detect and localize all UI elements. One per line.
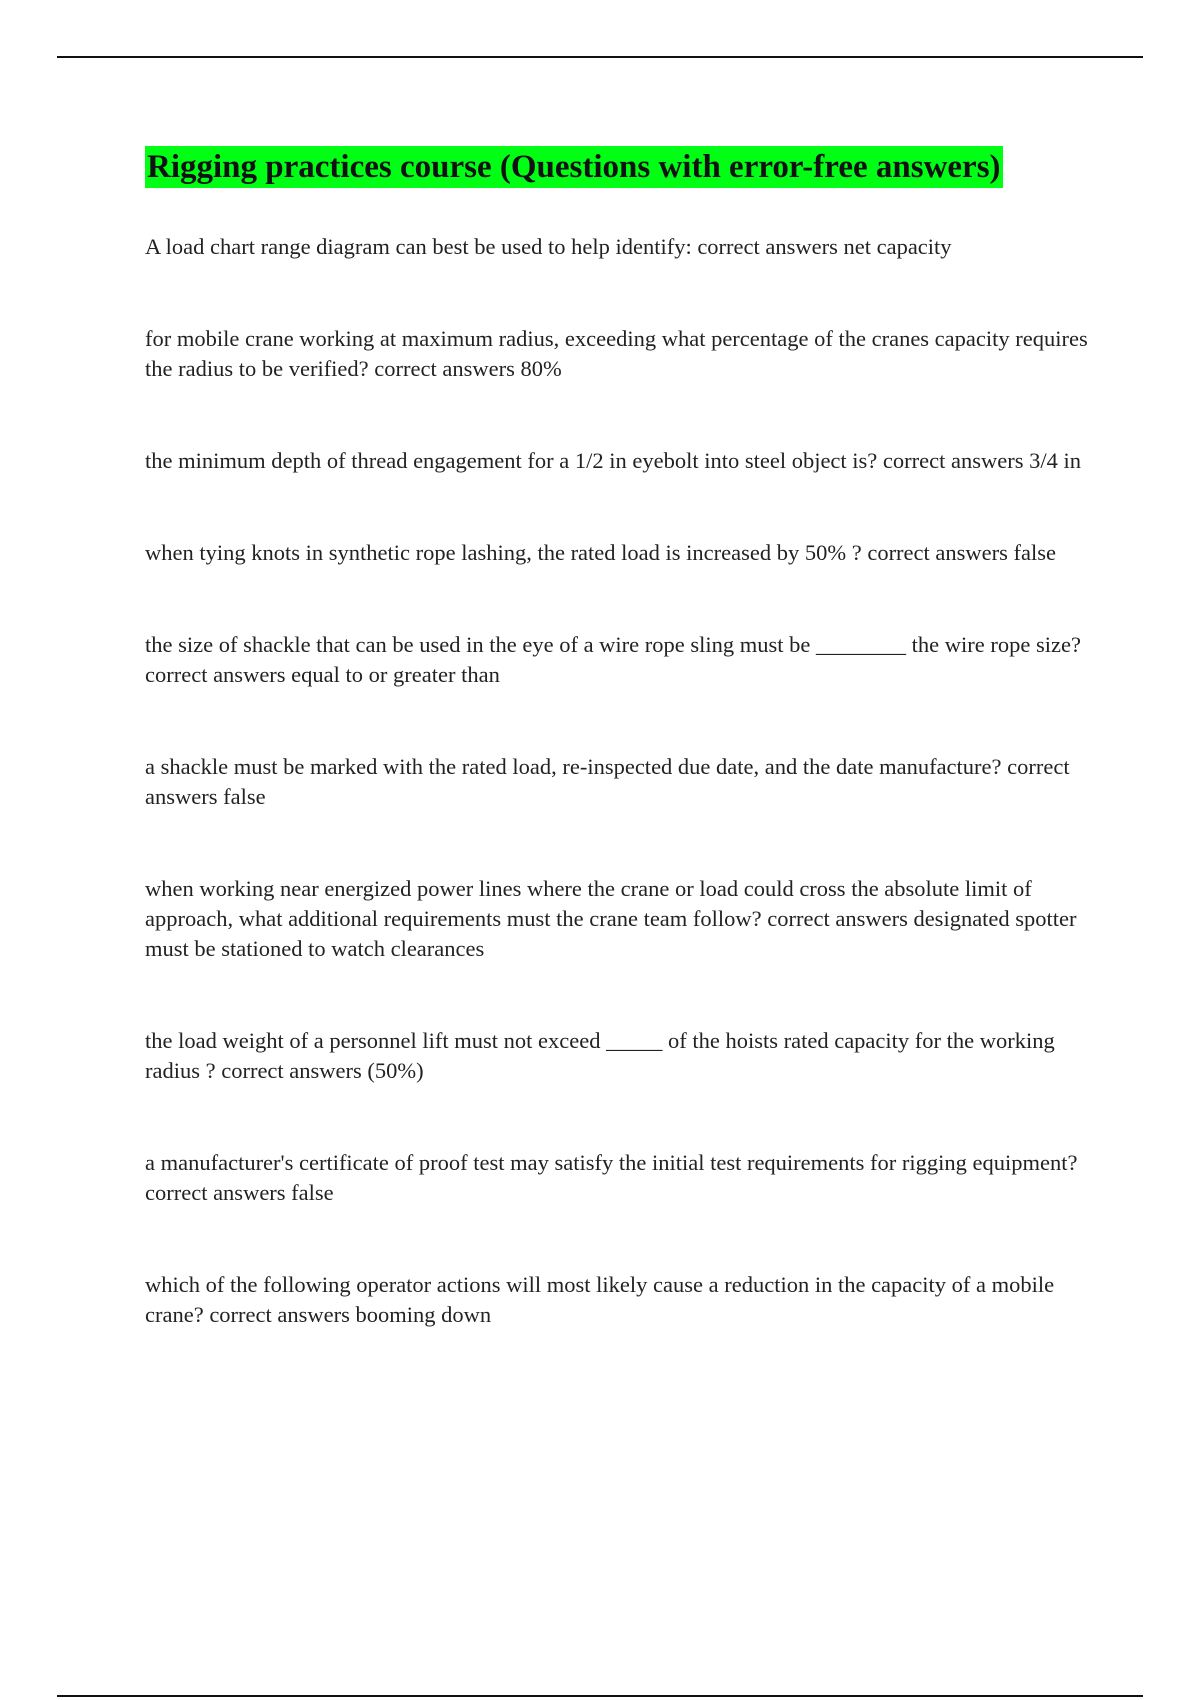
title-block — [145, 146, 1003, 188]
qa-item: the minimum depth of thread engagement for a 1/2 in eyebolt into steel object is? correct answers 3/4 in — [145, 448, 1081, 473]
qa-item: when tying knots in synthetic rope lashing, the rated load is increased by 50% ? correct answers false — [145, 540, 1056, 565]
document-title: Rigging practices course (Questions with error-free answers) — [145, 146, 1003, 188]
qa-item: which of the following operator actions will most likely cause a reduction in the capacity of a mobile crane? correct answers booming down — [145, 1272, 1055, 1327]
qa-item: a shackle must be marked with the rated load, re-inspected due date, and the date manufacture? correct answers false — [145, 754, 1070, 809]
qa-item: the size of shackle that can be used in the eye of a wire rope sling must be ________ the wire rope size? correct answers equal to or greater than — [145, 632, 1081, 687]
qa-item: for mobile crane working at maximum radius, exceeding what percentage of the cranes capacity requires the radius to be verified? correct answers 80% — [145, 326, 1088, 381]
qa-item: the load weight of a personnel lift must not exceed _____ of the hoists rated capacity for the working radius ? correct answers (50%) — [145, 1028, 1055, 1083]
qa-item: a manufacturer's certificate of proof test may satisfy the initial test requirements for rigging equipment? correct answers false — [145, 1150, 1078, 1205]
header-rule — [57, 56, 1143, 58]
qa-list — [145, 232, 1095, 1392]
qa-item: when working near energized power lines where the crane or load could cross the absolute limit of approach, what additional requirements must the crane team follow? correct answers designated spotter must be stationed to watch clearances — [145, 876, 1077, 961]
qa-item: A load chart range diagram can best be used to help identify: correct answers net capacity — [145, 234, 952, 259]
footer-rule — [57, 1695, 1143, 1697]
